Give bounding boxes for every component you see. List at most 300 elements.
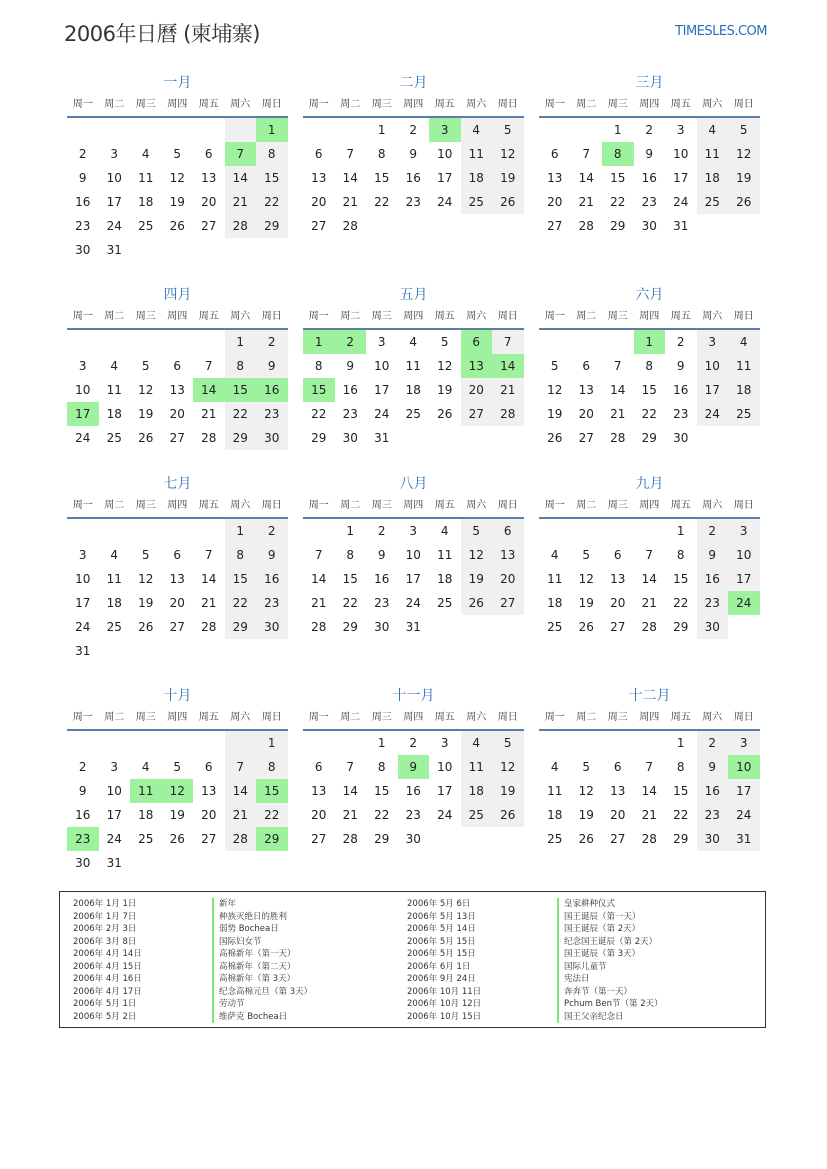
day-cell[interactable]: 25 [405,407,421,421]
day-cell[interactable]: 11 [728,354,760,378]
day-cell[interactable]: 24 [697,402,729,426]
day-cell[interactable]: 16 [405,171,421,185]
day-cell[interactable]: 13 [610,784,626,798]
day-cell[interactable]: 19 [138,407,154,421]
day-cell[interactable]: 18 [697,166,729,190]
day-cell[interactable]: 6 [613,548,622,562]
day-cell[interactable]: 24 [437,808,453,822]
day-cell[interactable]: 21 [641,808,657,822]
day-cell[interactable]: 17 [437,171,453,185]
day-cell[interactable]: 31 [673,219,689,233]
day-cell[interactable]: 15 [374,784,390,798]
day-cell[interactable]: 21 [578,195,594,209]
day-cell[interactable]: 1 [377,123,386,137]
day-cell[interactable]: 10 [673,147,689,161]
day-cell[interactable]: 27 [169,620,185,634]
day-cell[interactable]: 16 [342,383,358,397]
day-cell[interactable]: 7 [314,548,323,562]
day-cell[interactable]: 13 [492,543,524,567]
day-cell[interactable]: 22 [225,591,257,615]
day-cell[interactable]: 24 [437,195,453,209]
day-cell[interactable]: 29 [673,620,689,634]
holiday-day-cell[interactable]: 1 [256,118,288,142]
day-cell[interactable]: 20 [547,195,563,209]
day-cell[interactable]: 4 [697,118,729,142]
day-cell[interactable]: 20 [311,808,327,822]
day-cell[interactable]: 20 [610,808,626,822]
day-cell[interactable]: 30 [405,832,421,846]
day-cell[interactable]: 12 [547,383,563,397]
day-cell[interactable]: 20 [578,407,594,421]
day-cell[interactable]: 21 [225,803,257,827]
day-cell[interactable]: 7 [645,760,654,774]
day-cell[interactable]: 26 [138,431,154,445]
day-cell[interactable]: 12 [492,142,524,166]
day-cell[interactable]: 27 [461,402,493,426]
day-cell[interactable]: 4 [440,524,449,538]
day-cell[interactable]: 19 [728,166,760,190]
day-cell[interactable]: 11 [138,171,154,185]
day-cell[interactable]: 21 [492,378,524,402]
day-cell[interactable]: 2 [676,335,685,349]
day-cell[interactable]: 27 [201,832,217,846]
day-cell[interactable]: 11 [697,142,729,166]
holiday-day-cell[interactable]: 7 [225,142,257,166]
day-cell[interactable]: 20 [492,567,524,591]
day-cell[interactable]: 4 [461,731,493,755]
day-cell[interactable]: 11 [461,755,493,779]
day-cell[interactable]: 22 [673,808,689,822]
day-cell[interactable]: 4 [409,335,418,349]
day-cell[interactable]: 5 [492,118,524,142]
day-cell[interactable]: 5 [582,760,591,774]
holiday-day-cell[interactable]: 2 [335,330,367,354]
day-cell[interactable]: 2 [377,524,386,538]
day-cell[interactable]: 18 [547,808,563,822]
day-cell[interactable]: 13 [578,383,594,397]
day-cell[interactable]: 18 [138,195,154,209]
day-cell[interactable]: 17 [697,378,729,402]
day-cell[interactable]: 27 [610,620,626,634]
day-cell[interactable]: 10 [75,572,91,586]
day-cell[interactable]: 8 [346,548,355,562]
day-cell[interactable]: 2 [697,519,729,543]
holiday-day-cell[interactable]: 16 [256,378,288,402]
day-cell[interactable]: 28 [492,402,524,426]
day-cell[interactable]: 22 [256,803,288,827]
day-cell[interactable]: 9 [377,548,386,562]
day-cell[interactable]: 2 [645,123,654,137]
day-cell[interactable]: 14 [641,784,657,798]
day-cell[interactable]: 10 [106,171,122,185]
day-cell[interactable]: 21 [610,407,626,421]
day-cell[interactable]: 28 [225,214,257,238]
day-cell[interactable]: 14 [342,784,358,798]
day-cell[interactable]: 13 [169,572,185,586]
day-cell[interactable]: 12 [578,572,594,586]
day-cell[interactable]: 8 [256,142,288,166]
day-cell[interactable]: 30 [256,615,288,639]
day-cell[interactable]: 31 [728,827,760,851]
day-cell[interactable]: 30 [673,431,689,445]
day-cell[interactable]: 24 [405,596,421,610]
day-cell[interactable]: 21 [311,596,327,610]
day-cell[interactable]: 7 [346,760,355,774]
day-cell[interactable]: 18 [138,808,154,822]
day-cell[interactable]: 31 [106,856,122,870]
day-cell[interactable]: 13 [311,784,327,798]
day-cell[interactable]: 23 [75,219,91,233]
day-cell[interactable]: 2 [409,736,418,750]
day-cell[interactable]: 5 [550,359,559,373]
holiday-day-cell[interactable]: 14 [193,378,225,402]
day-cell[interactable]: 28 [201,620,217,634]
day-cell[interactable]: 2 [697,731,729,755]
day-cell[interactable]: 6 [613,760,622,774]
day-cell[interactable]: 20 [169,407,185,421]
day-cell[interactable]: 17 [728,779,760,803]
day-cell[interactable]: 23 [697,591,729,615]
day-cell[interactable]: 12 [461,543,493,567]
day-cell[interactable]: 13 [169,383,185,397]
day-cell[interactable]: 29 [673,832,689,846]
day-cell[interactable]: 23 [374,596,390,610]
day-cell[interactable]: 5 [141,548,150,562]
day-cell[interactable]: 10 [437,760,453,774]
day-cell[interactable]: 3 [110,760,119,774]
holiday-day-cell[interactable]: 23 [67,827,99,851]
day-cell[interactable]: 21 [201,596,217,610]
day-cell[interactable]: 22 [673,596,689,610]
day-cell[interactable]: 24 [673,195,689,209]
day-cell[interactable]: 11 [405,359,421,373]
day-cell[interactable]: 16 [697,567,729,591]
day-cell[interactable]: 28 [641,832,657,846]
day-cell[interactable]: 4 [110,359,119,373]
day-cell[interactable]: 8 [377,147,386,161]
day-cell[interactable]: 23 [641,195,657,209]
day-cell[interactable]: 25 [697,190,729,214]
day-cell[interactable]: 1 [225,330,257,354]
day-cell[interactable]: 23 [673,407,689,421]
day-cell[interactable]: 29 [225,426,257,450]
day-cell[interactable]: 26 [578,832,594,846]
day-cell[interactable]: 13 [610,572,626,586]
holiday-day-cell[interactable]: 10 [728,755,760,779]
day-cell[interactable]: 24 [75,620,91,634]
day-cell[interactable]: 9 [409,147,418,161]
day-cell[interactable]: 17 [405,572,421,586]
day-cell[interactable]: 27 [610,832,626,846]
day-cell[interactable]: 9 [697,755,729,779]
day-cell[interactable]: 6 [173,548,182,562]
day-cell[interactable]: 4 [461,118,493,142]
day-cell[interactable]: 20 [169,596,185,610]
day-cell[interactable]: 22 [374,195,390,209]
day-cell[interactable]: 14 [342,171,358,185]
day-cell[interactable]: 28 [641,620,657,634]
day-cell[interactable]: 5 [440,335,449,349]
day-cell[interactable]: 12 [728,142,760,166]
day-cell[interactable]: 5 [173,147,182,161]
day-cell[interactable]: 19 [578,808,594,822]
day-cell[interactable]: 7 [204,359,213,373]
day-cell[interactable]: 6 [314,147,323,161]
day-cell[interactable]: 19 [169,195,185,209]
day-cell[interactable]: 12 [169,171,185,185]
day-cell[interactable]: 8 [256,755,288,779]
day-cell[interactable]: 30 [75,856,91,870]
day-cell[interactable]: 20 [461,378,493,402]
day-cell[interactable]: 31 [106,243,122,257]
day-cell[interactable]: 3 [110,147,119,161]
day-cell[interactable]: 29 [342,620,358,634]
day-cell[interactable]: 11 [461,142,493,166]
day-cell[interactable]: 19 [437,383,453,397]
day-cell[interactable]: 17 [437,784,453,798]
day-cell[interactable]: 22 [225,402,257,426]
day-cell[interactable]: 26 [492,190,524,214]
holiday-day-cell[interactable]: 15 [225,378,257,402]
day-cell[interactable]: 25 [547,620,563,634]
day-cell[interactable]: 8 [314,359,323,373]
day-cell[interactable]: 24 [106,219,122,233]
holiday-day-cell[interactable]: 24 [728,591,760,615]
day-cell[interactable]: 30 [75,243,91,257]
holiday-day-cell[interactable]: 8 [602,142,634,166]
day-cell[interactable]: 22 [610,195,626,209]
day-cell[interactable]: 29 [641,431,657,445]
day-cell[interactable]: 15 [673,572,689,586]
day-cell[interactable]: 1 [256,731,288,755]
day-cell[interactable]: 1 [225,519,257,543]
holiday-day-cell[interactable]: 13 [461,354,493,378]
day-cell[interactable]: 18 [106,407,122,421]
day-cell[interactable]: 17 [75,596,91,610]
day-cell[interactable]: 27 [311,219,327,233]
day-cell[interactable]: 3 [78,548,87,562]
day-cell[interactable]: 1 [377,736,386,750]
day-cell[interactable]: 6 [314,760,323,774]
day-cell[interactable]: 18 [461,779,493,803]
day-cell[interactable]: 10 [405,548,421,562]
day-cell[interactable]: 11 [437,548,453,562]
day-cell[interactable]: 18 [461,166,493,190]
day-cell[interactable]: 23 [405,808,421,822]
day-cell[interactable]: 21 [342,195,358,209]
day-cell[interactable]: 12 [578,784,594,798]
holiday-day-cell[interactable]: 1 [634,330,666,354]
day-cell[interactable]: 9 [256,354,288,378]
day-cell[interactable]: 26 [169,219,185,233]
day-cell[interactable]: 6 [550,147,559,161]
day-cell[interactable]: 7 [492,330,524,354]
day-cell[interactable]: 28 [610,431,626,445]
day-cell[interactable]: 20 [201,195,217,209]
day-cell[interactable]: 8 [645,359,654,373]
holiday-day-cell[interactable]: 17 [67,402,99,426]
day-cell[interactable]: 25 [728,402,760,426]
day-cell[interactable]: 16 [256,567,288,591]
day-cell[interactable]: 7 [225,755,257,779]
day-cell[interactable]: 15 [256,166,288,190]
day-cell[interactable]: 25 [138,219,154,233]
day-cell[interactable]: 1 [676,736,685,750]
day-cell[interactable]: 15 [610,171,626,185]
day-cell[interactable]: 14 [225,166,257,190]
day-cell[interactable]: 30 [697,827,729,851]
day-cell[interactable]: 25 [547,832,563,846]
day-cell[interactable]: 22 [342,596,358,610]
day-cell[interactable]: 1 [346,524,355,538]
day-cell[interactable]: 31 [405,620,421,634]
day-cell[interactable]: 16 [641,171,657,185]
day-cell[interactable]: 25 [461,803,493,827]
day-cell[interactable]: 20 [201,808,217,822]
day-cell[interactable]: 6 [492,519,524,543]
day-cell[interactable]: 18 [547,596,563,610]
day-cell[interactable]: 26 [547,431,563,445]
day-cell[interactable]: 25 [138,832,154,846]
day-cell[interactable]: 22 [641,407,657,421]
day-cell[interactable]: 30 [256,426,288,450]
day-cell[interactable]: 25 [106,431,122,445]
day-cell[interactable]: 1 [676,524,685,538]
day-cell[interactable]: 30 [342,431,358,445]
day-cell[interactable]: 14 [641,572,657,586]
day-cell[interactable]: 31 [75,644,91,658]
day-cell[interactable]: 15 [641,383,657,397]
day-cell[interactable]: 10 [437,147,453,161]
day-cell[interactable]: 18 [405,383,421,397]
day-cell[interactable]: 29 [374,832,390,846]
day-cell[interactable]: 4 [550,760,559,774]
day-cell[interactable]: 10 [106,784,122,798]
day-cell[interactable]: 26 [437,407,453,421]
day-cell[interactable]: 3 [377,335,386,349]
day-cell[interactable]: 5 [173,760,182,774]
day-cell[interactable]: 15 [374,171,390,185]
day-cell[interactable]: 20 [311,195,327,209]
day-cell[interactable]: 26 [492,803,524,827]
day-cell[interactable]: 7 [346,147,355,161]
holiday-day-cell[interactable]: 14 [492,354,524,378]
day-cell[interactable]: 16 [697,779,729,803]
day-cell[interactable]: 9 [78,784,87,798]
day-cell[interactable]: 26 [728,190,760,214]
day-cell[interactable]: 28 [311,620,327,634]
holiday-day-cell[interactable]: 29 [256,827,288,851]
day-cell[interactable]: 27 [547,219,563,233]
day-cell[interactable]: 16 [673,383,689,397]
day-cell[interactable]: 9 [346,359,355,373]
day-cell[interactable]: 5 [141,359,150,373]
day-cell[interactable]: 11 [106,383,122,397]
day-cell[interactable]: 25 [437,596,453,610]
day-cell[interactable]: 13 [547,171,563,185]
day-cell[interactable]: 18 [728,378,760,402]
day-cell[interactable]: 22 [256,190,288,214]
holiday-day-cell[interactable]: 3 [429,118,461,142]
day-cell[interactable]: 6 [173,359,182,373]
day-cell[interactable]: 6 [204,147,213,161]
day-cell[interactable]: 19 [492,779,524,803]
day-cell[interactable]: 11 [547,784,563,798]
day-cell[interactable]: 3 [697,330,729,354]
day-cell[interactable]: 8 [676,760,685,774]
holiday-day-cell[interactable]: 6 [461,330,493,354]
day-cell[interactable]: 14 [225,779,257,803]
day-cell[interactable]: 15 [673,784,689,798]
site-brand[interactable]: TIMESLES.COM [675,24,767,39]
day-cell[interactable]: 19 [461,567,493,591]
day-cell[interactable]: 26 [169,832,185,846]
day-cell[interactable]: 26 [138,620,154,634]
day-cell[interactable]: 23 [256,402,288,426]
day-cell[interactable]: 27 [578,431,594,445]
holiday-day-cell[interactable]: 12 [162,779,194,803]
day-cell[interactable]: 10 [75,383,91,397]
day-cell[interactable]: 16 [374,572,390,586]
day-cell[interactable]: 15 [225,567,257,591]
day-cell[interactable]: 11 [547,572,563,586]
day-cell[interactable]: 28 [225,827,257,851]
day-cell[interactable]: 27 [311,832,327,846]
day-cell[interactable]: 12 [138,572,154,586]
day-cell[interactable]: 29 [225,615,257,639]
day-cell[interactable]: 17 [106,195,122,209]
day-cell[interactable]: 7 [582,147,591,161]
holiday-day-cell[interactable]: 11 [130,779,162,803]
day-cell[interactable]: 8 [225,354,257,378]
day-cell[interactable]: 4 [141,147,150,161]
holiday-day-cell[interactable]: 15 [256,779,288,803]
day-cell[interactable]: 13 [311,171,327,185]
day-cell[interactable]: 14 [578,171,594,185]
day-cell[interactable]: 5 [492,731,524,755]
day-cell[interactable]: 9 [676,359,685,373]
day-cell[interactable]: 3 [440,736,449,750]
day-cell[interactable]: 10 [728,543,760,567]
day-cell[interactable]: 8 [377,760,386,774]
day-cell[interactable]: 24 [374,407,390,421]
day-cell[interactable]: 23 [697,803,729,827]
day-cell[interactable]: 19 [169,808,185,822]
day-cell[interactable]: 3 [728,731,760,755]
day-cell[interactable]: 9 [645,147,654,161]
day-cell[interactable]: 5 [728,118,760,142]
day-cell[interactable]: 30 [374,620,390,634]
day-cell[interactable]: 9 [78,171,87,185]
day-cell[interactable]: 27 [492,591,524,615]
day-cell[interactable]: 17 [106,808,122,822]
day-cell[interactable]: 23 [256,591,288,615]
day-cell[interactable]: 15 [342,572,358,586]
day-cell[interactable]: 29 [256,214,288,238]
day-cell[interactable]: 22 [374,808,390,822]
day-cell[interactable]: 7 [613,359,622,373]
day-cell[interactable]: 23 [342,407,358,421]
day-cell[interactable]: 19 [138,596,154,610]
day-cell[interactable]: 3 [409,524,418,538]
day-cell[interactable]: 17 [374,383,390,397]
day-cell[interactable]: 30 [641,219,657,233]
day-cell[interactable]: 16 [405,784,421,798]
day-cell[interactable]: 7 [204,548,213,562]
day-cell[interactable]: 25 [461,190,493,214]
day-cell[interactable]: 8 [676,548,685,562]
day-cell[interactable]: 19 [578,596,594,610]
